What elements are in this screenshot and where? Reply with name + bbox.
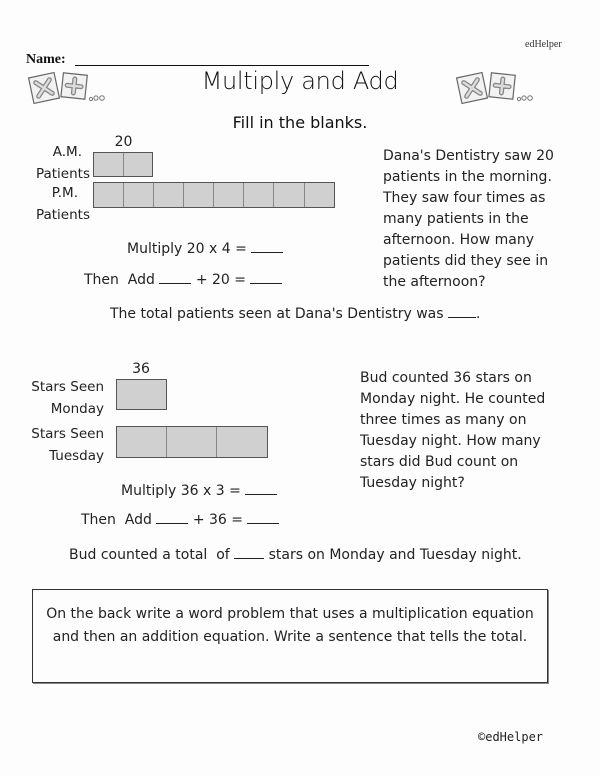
answer-blank[interactable] (250, 271, 282, 284)
brand-label: edHelper (525, 39, 562, 50)
name-input-line[interactable] (75, 65, 369, 66)
label-line: Patients (35, 207, 90, 223)
tape-unit-cell (124, 153, 153, 176)
answer-blank[interactable] (448, 305, 476, 318)
name-label: Name: (26, 52, 66, 67)
problem2-add-equation (81, 511, 279, 528)
answer-blank[interactable] (247, 511, 279, 524)
stars-tuesday-label (20, 423, 104, 467)
logo-right (454, 68, 544, 108)
tape-unit-cell (167, 427, 217, 457)
answer-blank[interactable] (234, 546, 264, 559)
label-line: Stars Seen (31, 426, 104, 442)
problem1-add-equation (84, 271, 282, 288)
writing-task-line: On the back write a word problem that uses a multiplication equation (46, 606, 534, 622)
tape-unit-cell (117, 380, 166, 409)
equation-text: Then Add (81, 512, 157, 528)
writing-task-text (33, 590, 547, 649)
am-patients-label (20, 141, 90, 185)
page-title: Multiply and Add (201, 67, 399, 95)
problem1-total-sentence (110, 305, 480, 322)
tape-unit-cell (117, 427, 167, 457)
answer-blank[interactable] (251, 240, 283, 253)
copyright-label: ©edHelper (478, 730, 544, 744)
label-line: P.M. (51, 185, 78, 201)
tape-unit-cell (274, 183, 304, 207)
tape-value-label: 20 (114, 134, 133, 150)
writing-task-box (32, 589, 548, 683)
multiply-tile-icon (457, 73, 488, 104)
sentence-text: stars on Monday and Tuesday night. (264, 547, 522, 563)
problem1-story: Dana's Dentistry saw 20 patients in the morning. They saw four times as many patients in the afternoon. How many patients did they see in the afternoon? (383, 148, 554, 290)
plus-tile-icon (489, 73, 515, 99)
equation-text: Then Add (84, 272, 160, 288)
writing-task-line: and then an addition equation. Write a sentence that tells the total. (52, 629, 528, 645)
dots-icon (517, 96, 532, 101)
label-line: Stars Seen (31, 379, 104, 395)
dots-icon (89, 96, 104, 101)
page-subtitle: Fill in the blanks. (232, 113, 368, 132)
sentence-text: . (475, 306, 481, 322)
am-patients-tape (93, 152, 153, 177)
problem1-multiply-equation (127, 240, 283, 257)
pm-patients-tape (93, 182, 335, 208)
problem2-story: Bud counted 36 stars on Monday night. He counted three times as many on Tuesday night. How many stars did Bud count on Tuesday night? (360, 370, 546, 491)
answer-blank[interactable] (156, 511, 188, 524)
tape-unit-cell (214, 183, 244, 207)
tape-unit-cell (94, 183, 124, 207)
equation-text: + 20 = (191, 272, 251, 288)
pm-patients-label (20, 182, 90, 226)
tape-unit-cell (124, 183, 154, 207)
stars-tuesday-tape (116, 426, 268, 458)
sentence-text: Bud counted a total of (69, 547, 235, 563)
tape-unit-cell (94, 153, 124, 176)
tape-unit-cell (217, 427, 266, 457)
answer-blank[interactable] (159, 271, 191, 284)
equation-text: + 36 = (188, 512, 248, 528)
equation-text: Multiply 20 x 4 = (127, 241, 252, 257)
tape-value-label: 36 (132, 361, 150, 377)
tape-unit-cell (305, 183, 334, 207)
label-line: Tuesday (49, 448, 104, 464)
answer-blank[interactable] (245, 482, 277, 495)
tape-unit-cell (244, 183, 274, 207)
label-line: Patients (35, 166, 90, 182)
label-line: Monday (50, 401, 104, 417)
label-line: A.M. (52, 144, 82, 160)
stars-monday-tape (116, 379, 167, 410)
sentence-text: The total patients seen at Dana's Dentistry was (110, 306, 448, 322)
stars-monday-label (20, 376, 104, 420)
tape-unit-cell (184, 183, 214, 207)
tape-unit-cell (154, 183, 184, 207)
equation-text: Multiply 36 x 3 = (121, 483, 246, 499)
problem2-total-sentence (69, 546, 522, 563)
problem2-multiply-equation (121, 482, 277, 499)
